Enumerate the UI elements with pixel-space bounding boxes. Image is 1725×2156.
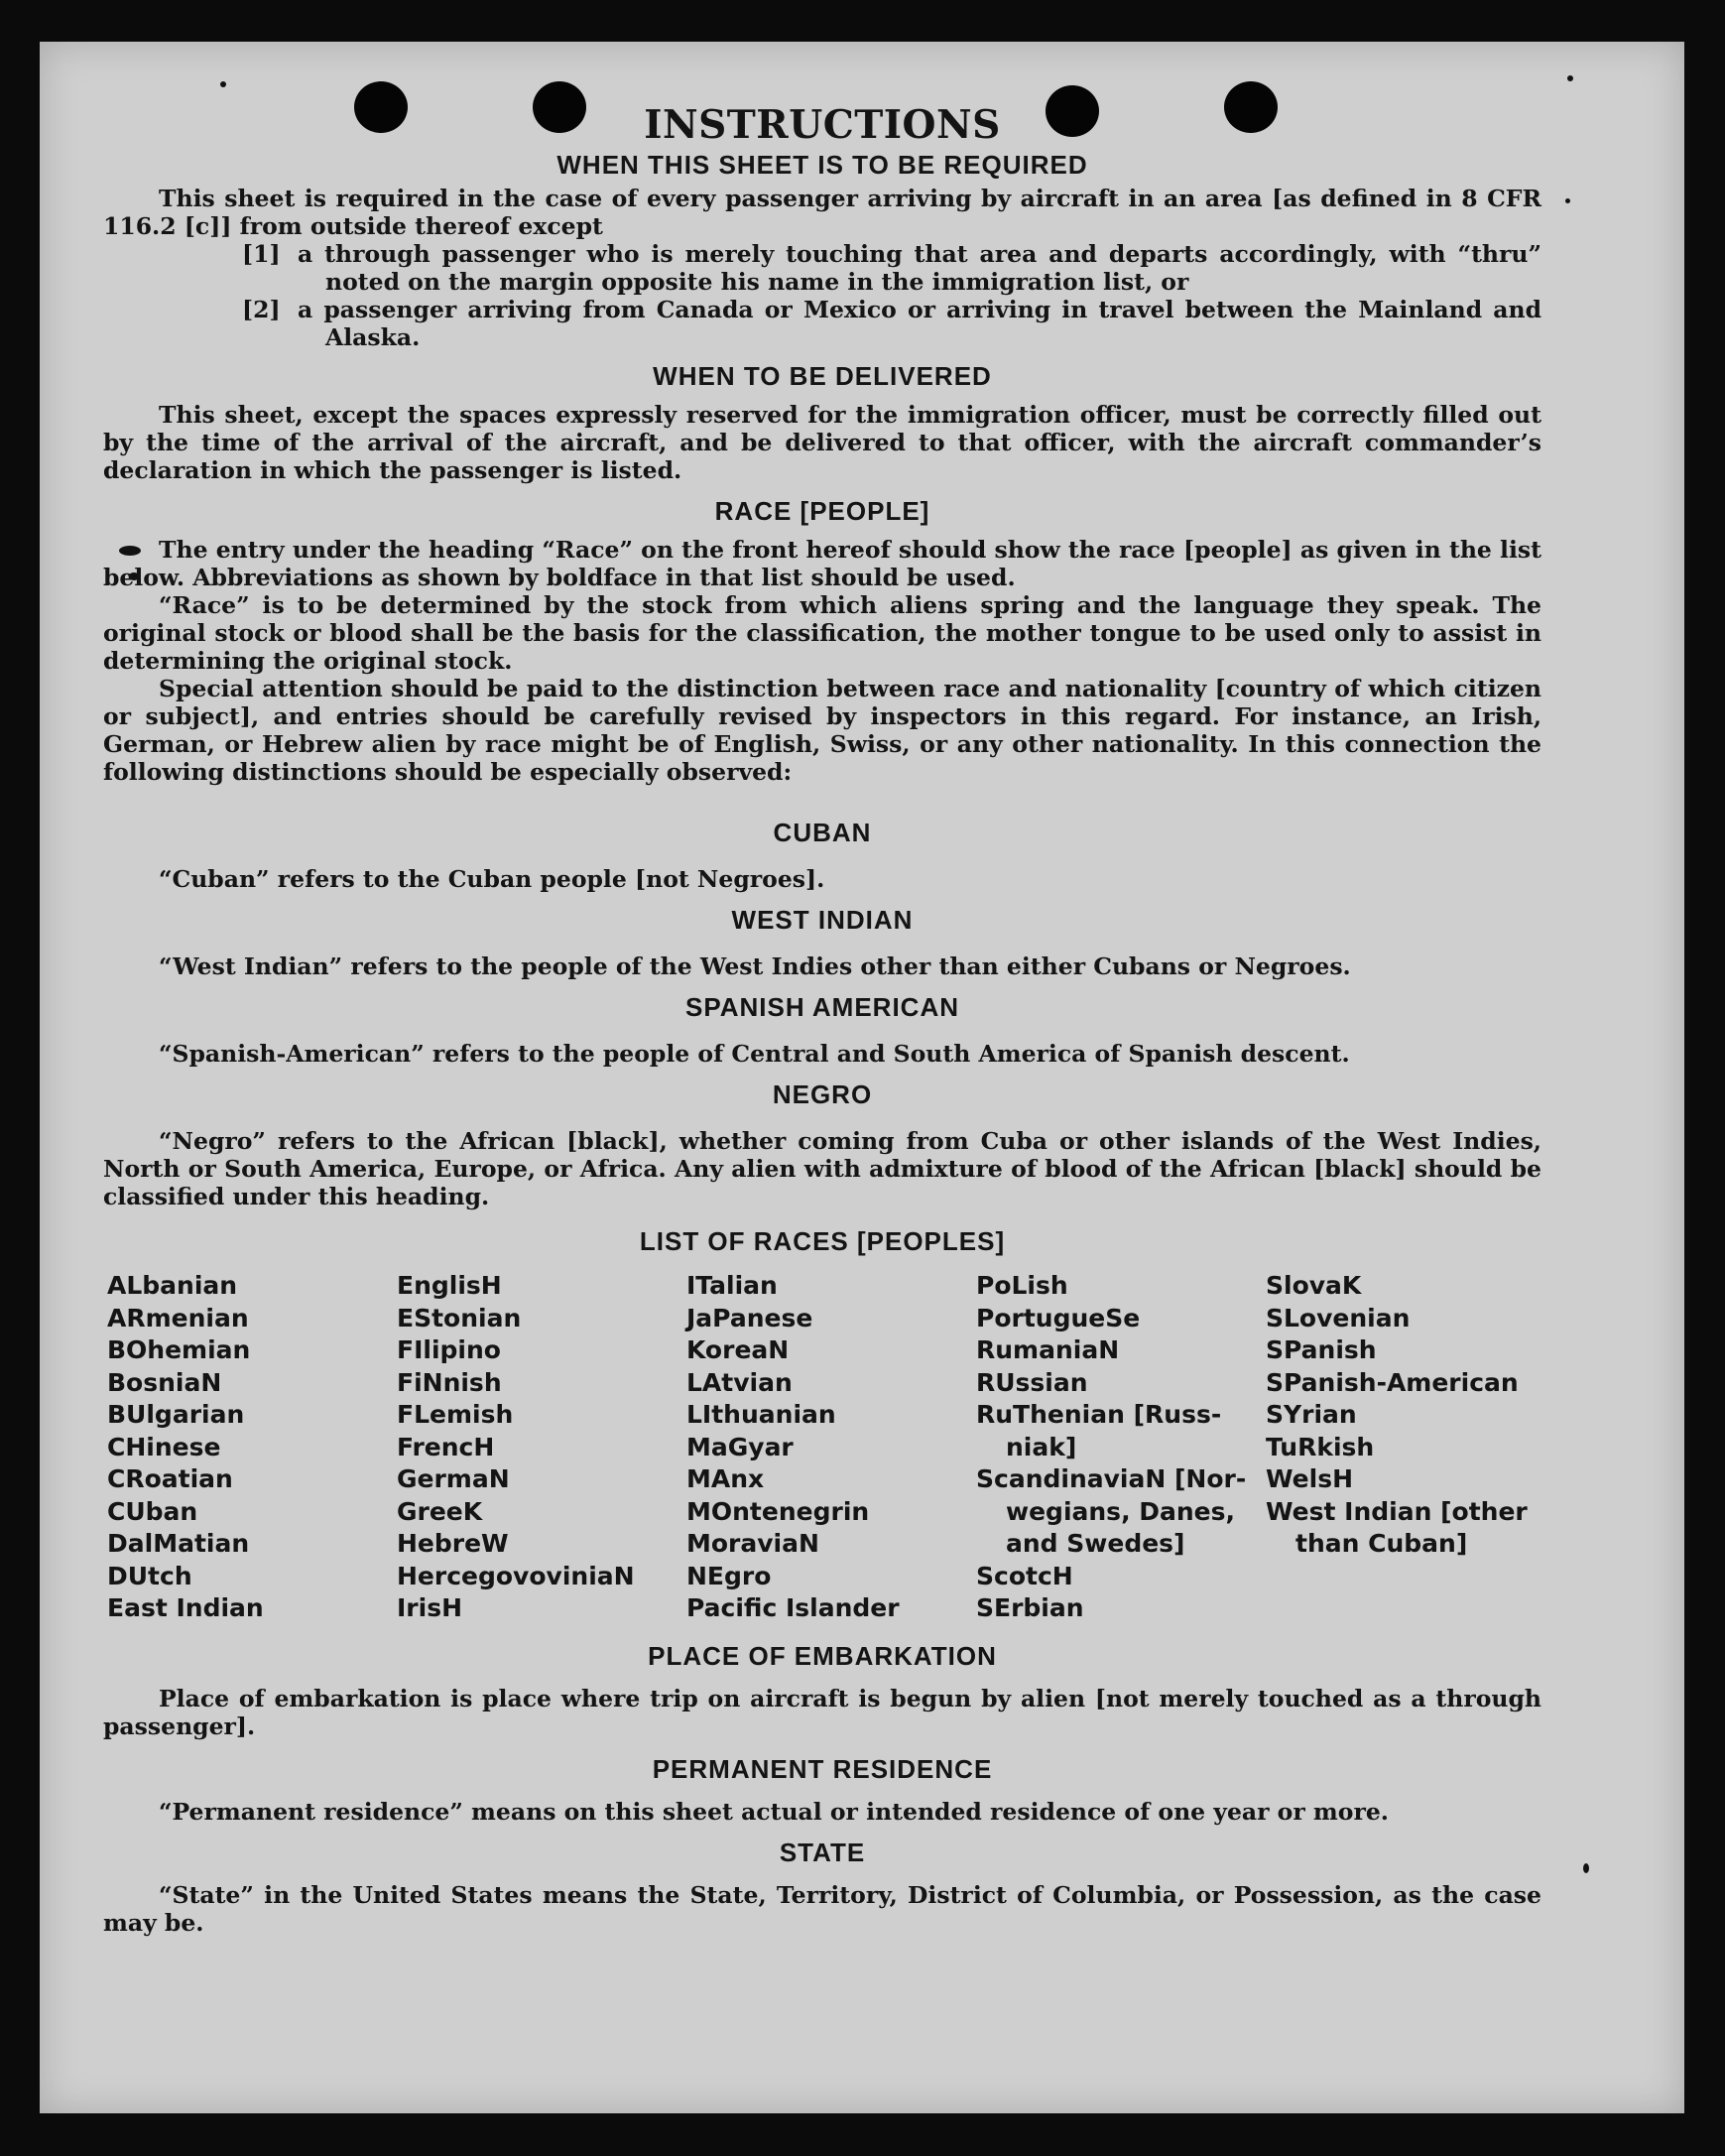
west-indian-text: “West Indian” refers to the people of the West Indies other than either Cubans or Negroes. [159, 952, 1351, 980]
race-entry: RUssian [976, 1367, 1088, 1397]
section-heading-state: STATE [779, 1837, 866, 1867]
race-entry: NEgro [686, 1561, 772, 1590]
race-entry: BOhemian [107, 1335, 251, 1364]
delivered-text: This sheet, except the spaces expressly reserved for the immigration officer, must be correctly filled out by the time of the arrival of the aircraft, and be delivered to that officer, with the aircraft commander’s declaration in which the passenger is listed. [103, 401, 1541, 484]
race-entry: ScotcH [976, 1561, 1073, 1590]
race-paragraph-1: The entry under the heading “Race” on the front hereof should show the race [people] as given in the list below. Abbreviations as shown by boldface in that list should be used. [103, 536, 1541, 591]
ink-speck [1583, 1863, 1589, 1873]
races-column-3 [686, 1270, 976, 1625]
section-heading-required: WHEN THIS SHEET IS TO BE REQUIRED [556, 150, 1088, 180]
spanish-american-text: “Spanish-American” refers to the people of Central and South America of Spanish descent. [159, 1040, 1350, 1068]
race-entry: JaPanese [686, 1303, 813, 1332]
race-entry: FiNnish [397, 1367, 502, 1397]
race-entry: RuThenian [Russ- [976, 1400, 1222, 1429]
race-entry: IrisH [397, 1593, 463, 1622]
race-entry: SlovaK [1266, 1271, 1362, 1300]
race-paragraph-3: Special attention should be paid to the distinction between race and nationality [country of which citizen or subject], and entries should be carefully revised by inspectors in this regard. For instance, an Irish, German, or Hebrew alien by race might be of English, Swiss, or any other nationality. In this connection the following distinctions should be especially observed: [103, 675, 1541, 786]
ink-speck [220, 81, 226, 87]
item-text: a passenger arriving from Canada or Mexico or arriving in travel between the Mainland and Alaska. [298, 296, 1541, 351]
embarkation-text: Place of embarkation is place where trip on aircraft is begun by alien [not merely touched as a through passenger]. [103, 1684, 1541, 1740]
race-entry: SPanish [1266, 1335, 1377, 1364]
ink-speck [1565, 198, 1570, 203]
race-paragraph-2: “Race” is to be determined by the stock from which aliens spring and the language they speak. The original stock or blood shall be the basis for the classification, the mother tongue to be used only to assist in determining the original stock. [103, 591, 1541, 675]
state-text: “State” in the United States means the State, Territory, District of Columbia, or Possession, as the case may be. [103, 1880, 1541, 1937]
race-entry: and Swedes] [1006, 1529, 1185, 1558]
race-entry: ScandinaviaN [Nor- [976, 1464, 1247, 1493]
section-heading-races-list: LIST OF RACES [PEOPLES] [639, 1226, 1006, 1256]
race-entry: GreeK [397, 1496, 483, 1526]
required-item-1 [103, 240, 1541, 296]
race-entry: EStonian [397, 1303, 522, 1332]
ink-speck [1567, 75, 1573, 81]
race-entry: MAnx [686, 1464, 765, 1493]
instructions-content [103, 99, 1541, 1937]
item-number: [1] [242, 240, 281, 268]
section-heading-west-indian: WEST INDIAN [731, 905, 914, 935]
race-entry: TuRkish [1266, 1432, 1375, 1461]
race-entry: FrencH [397, 1432, 495, 1461]
item-number: [2] [242, 296, 281, 323]
race-entry: HebreW [397, 1529, 509, 1558]
race-entry: ITalian [686, 1271, 778, 1300]
race-entry: LIthuanian [686, 1400, 836, 1429]
race-entry: niak] [1006, 1432, 1077, 1461]
race-entry: SLovenian [1266, 1303, 1411, 1332]
section-heading-spanish-american: SPANISH AMERICAN [684, 992, 959, 1022]
race-entry: CUban [107, 1496, 198, 1526]
race-entry: GermaN [397, 1464, 510, 1493]
required-intro: This sheet is required in the case of every passenger arriving by aircraft in an area [as defined in 8 CFR 116.2 [c]] from outside thereof except [103, 185, 1541, 240]
race-entry: PortugueSe [976, 1303, 1141, 1332]
section-heading-cuban: CUBAN [773, 818, 872, 847]
required-item-2 [103, 296, 1541, 351]
section-heading-delivered: WHEN TO BE DELIVERED [653, 361, 992, 391]
race-entry: MoraviaN [686, 1529, 819, 1558]
race-entry: MaGyar [686, 1432, 794, 1461]
section-heading-negro: NEGRO [772, 1079, 873, 1109]
cuban-text: “Cuban” refers to the Cuban people [not Negroes]. [159, 865, 825, 893]
race-entry: WelsH [1266, 1464, 1354, 1493]
race-entry: than Cuban] [1295, 1529, 1468, 1558]
page-title: INSTRUCTIONS [644, 102, 1001, 148]
race-entry: East Indian [107, 1593, 264, 1622]
race-entry: BUlgarian [107, 1400, 245, 1429]
race-entry: SPanish-American [1266, 1367, 1519, 1397]
race-entry: KoreaN [686, 1335, 790, 1364]
race-entry: PoLish [976, 1271, 1068, 1300]
race-entry: HercegovoviniaN [397, 1561, 635, 1590]
race-entry: EnglisH [397, 1271, 502, 1300]
section-heading-residence: PERMANENT RESIDENCE [652, 1753, 993, 1784]
negro-text: “Negro” refers to the African [black], whether coming from Cuba or other islands of the West Indies, North or South America, Europe, or Africa. Any alien with admixture of blood of the African [black] should be classified under this heading. [103, 1127, 1541, 1210]
section-heading-embarkation: PLACE OF EMBARKATION [648, 1640, 997, 1671]
race-entry: CHinese [107, 1432, 221, 1461]
race-entry: MOntenegrin [686, 1496, 870, 1526]
race-entry: CRoatian [107, 1464, 233, 1493]
race-entry: FIlipino [397, 1335, 501, 1364]
races-column-5 [1266, 1270, 1555, 1625]
races-column-4 [976, 1270, 1266, 1625]
races-column-1 [107, 1270, 397, 1625]
residence-text: “Permanent residence” means on this sheet actual or intended residence of one year or more. [159, 1797, 1389, 1826]
race-entry: SYrian [1266, 1400, 1357, 1429]
race-entry: DUtch [107, 1561, 192, 1590]
race-entry: West Indian [other [1266, 1496, 1528, 1526]
race-entry: LAtvian [686, 1367, 793, 1397]
section-heading-race: RACE [PEOPLE] [714, 496, 930, 526]
races-list [107, 1270, 1550, 1625]
race-entry: ARmenian [107, 1303, 249, 1332]
race-entry: DalMatian [107, 1529, 250, 1558]
item-text: a through passenger who is merely touching that area and departs accordingly, with “thru” noted on the margin opposite his name in the immigration list, or [298, 240, 1541, 296]
race-entry: FLemish [397, 1400, 514, 1429]
races-column-2 [397, 1270, 686, 1625]
race-entry: SErbian [976, 1593, 1084, 1622]
race-entry: BosniaN [107, 1367, 222, 1397]
race-entry: RumaniaN [976, 1335, 1120, 1364]
race-entry: wegians, Danes, [1006, 1496, 1236, 1526]
race-entry: Pacific Islander [686, 1593, 900, 1622]
race-entry: ALbanian [107, 1271, 238, 1300]
